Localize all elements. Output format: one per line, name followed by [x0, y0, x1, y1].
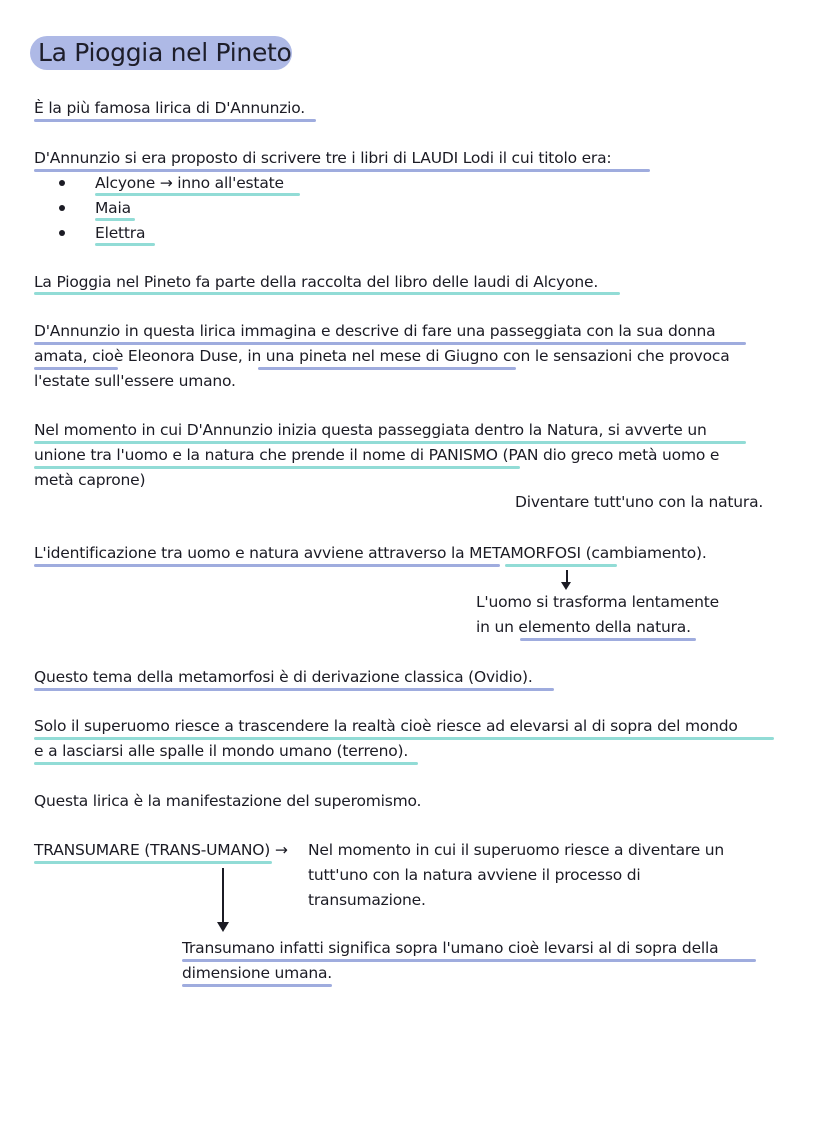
down-arrow-shaft: [222, 868, 224, 924]
list-item: Elettra: [95, 224, 146, 242]
underline: [34, 441, 746, 444]
paragraph-line: metà caprone): [34, 471, 146, 489]
alcyone-line: La Pioggia nel Pineto fa parte della raccolta del libro delle laudi di Alcyone.: [34, 273, 599, 291]
underline: [34, 564, 500, 567]
underline: [258, 367, 516, 370]
underline: [95, 193, 300, 196]
underline: [95, 243, 155, 246]
underline: [34, 688, 554, 691]
paragraph-line: Transumano infatti significa sopra l'umano cioè levarsi al di sopra della: [182, 939, 719, 957]
laudi-line: D'Annunzio si era proposto di scrivere tre i libri di LAUDI Lodi il cui titolo era:: [34, 149, 612, 167]
paragraph-line: amata, cioè Eleonora Duse, in una pineta nel mese di Giugno con le sensazioni che provoca: [34, 347, 730, 365]
paragraph-line: l'estate sull'essere umano.: [34, 372, 236, 390]
superomismo-line: Questa lirica è la manifestazione del superomismo.: [34, 792, 422, 810]
down-arrow-icon: [217, 922, 229, 932]
intro-line: È la più famosa lirica di D'Annunzio.: [34, 99, 305, 117]
paragraph-line: e a lasciarsi alle spalle il mondo umano (terreno).: [34, 742, 409, 760]
underline: [95, 218, 135, 221]
paragraph-line: D'Annunzio in questa lirica immagina e descrive di fare una passeggiata con la sua donna: [34, 322, 716, 340]
underline: [34, 119, 316, 122]
paragraph-line: transumazione.: [308, 891, 426, 909]
list-item: Maia: [95, 199, 131, 217]
paragraph-line: Nel momento in cui D'Annunzio inizia questa passeggiata dentro la Natura, si avverte un: [34, 421, 707, 439]
down-arrow-icon: [561, 582, 571, 590]
underline: [182, 984, 332, 987]
underline: [34, 861, 272, 864]
paragraph-line: unione tra l'uomo e la natura che prende il nome di PANISMO (PAN dio greco metà uomo e: [34, 446, 720, 464]
list-item: Alcyone → inno all'estate: [95, 174, 284, 192]
underline: [34, 466, 520, 469]
underline: [182, 959, 756, 962]
transumare-label: TRANSUMARE (TRANS-UMANO) →: [34, 841, 288, 859]
bullet-dot: [59, 205, 65, 211]
underline: [34, 292, 620, 295]
underline: [34, 737, 774, 740]
arrow-note: in un elemento della natura.: [476, 618, 691, 636]
arrow-note: L'uomo si trasforma lentamente: [476, 593, 719, 611]
underline: [34, 169, 650, 172]
underline: [505, 564, 617, 567]
bullet-dot: [59, 230, 65, 236]
paragraph-line: dimensione umana.: [182, 964, 333, 982]
paragraph-line: Nel momento in cui il superuomo riesce a diventare un: [308, 841, 725, 859]
metamorfosi-line: L'identificazione tra uomo e natura avviene attraverso la METAMORFOSI (cambiamento).: [34, 544, 707, 562]
underline: [34, 342, 746, 345]
underline: [34, 762, 418, 765]
page-title: La Pioggia nel Pineto: [38, 38, 292, 67]
underline: [520, 638, 696, 641]
bullet-dot: [59, 180, 65, 186]
paragraph-line: Solo il superuomo riesce a trascendere la realtà cioè riesce ad elevarsi al di sopra del mondo: [34, 717, 738, 735]
side-note: Diventare tutt'uno con la natura.: [515, 493, 764, 511]
paragraph-line: tutt'uno con la natura avviene il processo di: [308, 866, 641, 884]
underline: [34, 367, 118, 370]
ovidio-line: Questo tema della metamorfosi è di derivazione classica (Ovidio).: [34, 668, 533, 686]
